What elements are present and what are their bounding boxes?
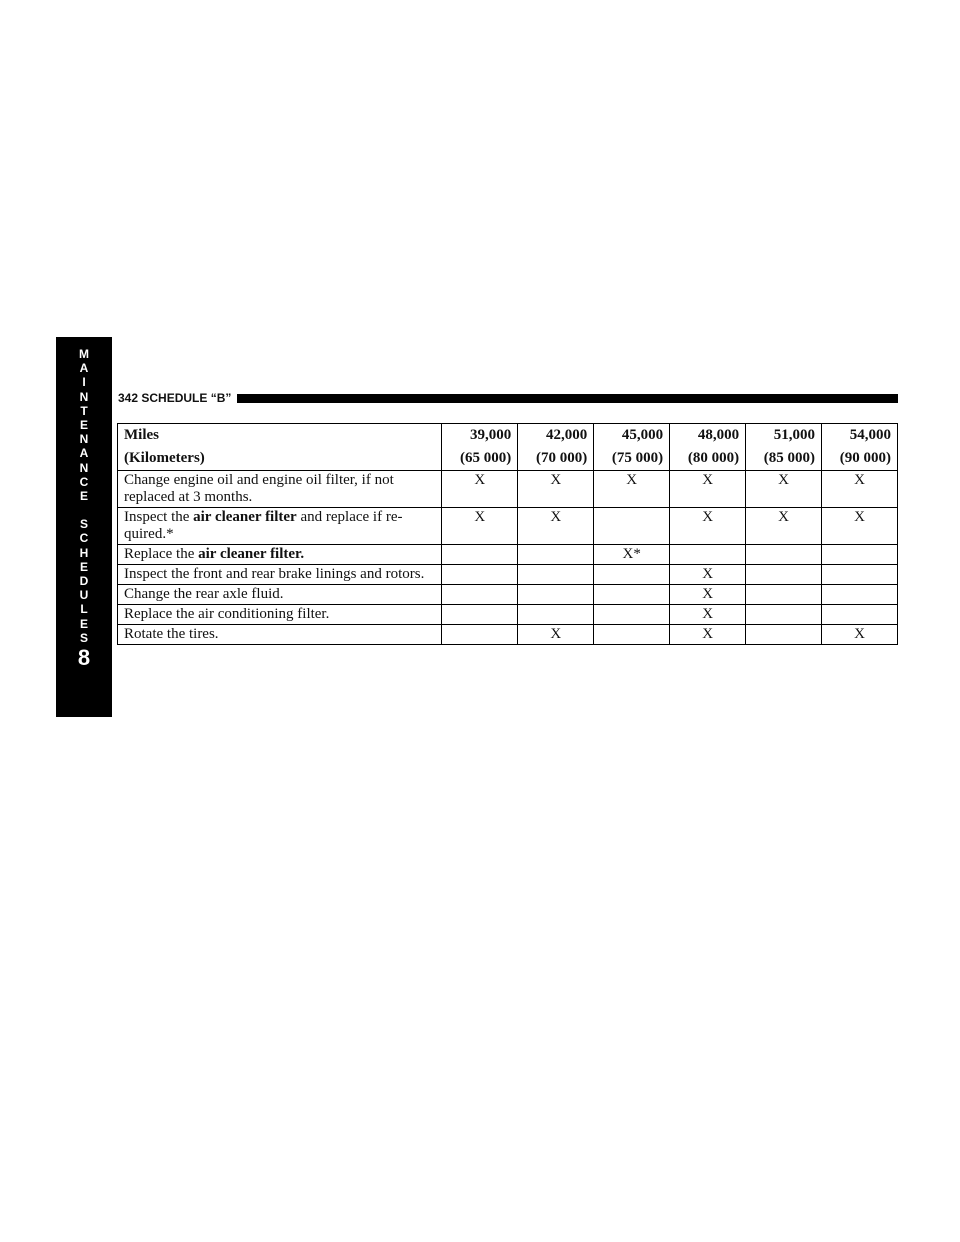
service-mark: X	[670, 471, 746, 508]
side-tab-letter: C	[79, 531, 89, 546]
side-tab-letters	[79, 347, 89, 645]
service-item	[118, 471, 442, 508]
service-mark	[442, 605, 518, 625]
header-rule	[237, 394, 898, 403]
service-mark	[442, 565, 518, 585]
service-mark	[518, 565, 594, 585]
table-row	[118, 605, 898, 625]
interval-km: (80 000)	[687, 450, 740, 466]
service-mark	[442, 625, 518, 645]
service-mark: X	[670, 585, 746, 605]
service-mark: X	[670, 565, 746, 585]
interval-miles: 48,000	[697, 427, 740, 443]
side-tab-letter: C	[79, 474, 89, 489]
side-tab-letter: I	[82, 375, 86, 390]
service-mark	[822, 605, 898, 625]
interval-km: (65 000)	[460, 450, 512, 466]
side-tab-letter: L	[80, 602, 88, 617]
service-mark: X	[822, 471, 898, 508]
side-tab-letter: N	[79, 389, 89, 404]
service-text-bold: air cleaner filter	[193, 509, 297, 525]
column-header-interval	[518, 424, 594, 471]
service-mark	[822, 585, 898, 605]
service-mark	[594, 605, 670, 625]
service-mark	[518, 605, 594, 625]
service-mark	[518, 585, 594, 605]
side-tab-letter: N	[79, 460, 89, 475]
service-mark	[594, 508, 670, 545]
table-row	[118, 585, 898, 605]
column-header-interval	[670, 424, 746, 471]
chapter-side-tab	[56, 337, 112, 717]
interval-miles: 39,000	[470, 427, 512, 443]
side-tab-letter: A	[79, 361, 89, 376]
service-mark: X	[670, 605, 746, 625]
column-header-item	[118, 424, 442, 471]
service-mark	[746, 625, 822, 645]
kilometers-label: (Kilometers)	[124, 450, 205, 466]
service-item	[118, 508, 442, 545]
service-mark	[594, 565, 670, 585]
service-item	[118, 585, 442, 605]
table-row	[118, 508, 898, 545]
service-item	[118, 605, 442, 625]
service-mark	[746, 565, 822, 585]
service-item	[118, 545, 442, 565]
service-text-bold: air cleaner filter.	[198, 546, 305, 562]
service-mark: X	[442, 471, 518, 508]
service-mark	[594, 585, 670, 605]
service-mark	[518, 545, 594, 565]
table-row	[118, 471, 898, 508]
service-mark: X	[746, 471, 822, 508]
side-tab-letter: S	[79, 517, 88, 532]
service-text: Change the rear axle fluid.	[124, 586, 284, 602]
table-row	[118, 545, 898, 565]
interval-km: (70 000)	[535, 450, 588, 466]
side-tab-letter: E	[79, 616, 88, 631]
service-mark: X*	[594, 545, 670, 565]
service-mark	[442, 545, 518, 565]
page-title: 342 SCHEDULE “B”	[118, 391, 232, 405]
table-row	[118, 565, 898, 585]
service-mark: X	[670, 508, 746, 545]
service-mark: X	[822, 508, 898, 545]
maintenance-schedule-table	[117, 423, 898, 645]
interval-miles: 42,000	[545, 427, 588, 443]
side-tab-letter: T	[80, 403, 88, 418]
service-text: and replace if re-quired.*	[124, 509, 403, 542]
side-tab-letter: U	[79, 588, 89, 603]
service-mark: X	[518, 471, 594, 508]
page-header	[118, 390, 898, 406]
interval-km: (75 000)	[611, 450, 664, 466]
service-mark	[442, 585, 518, 605]
side-tab-letter: D	[79, 574, 89, 588]
service-text: Inspect the front and rear brake linings and rotors.	[124, 566, 425, 582]
side-tab-letter: A	[79, 446, 89, 461]
service-text: Replace the air conditioning filter.	[124, 606, 330, 622]
side-tab-letter: H	[79, 545, 89, 560]
side-tab-letter: E	[79, 488, 88, 503]
service-mark: X	[518, 625, 594, 645]
interval-km: (90 000)	[839, 450, 891, 466]
interval-miles: 51,000	[773, 427, 816, 443]
interval-miles: 54,000	[849, 427, 891, 443]
interval-miles: 45,000	[621, 427, 664, 443]
side-tab-letter: M	[79, 347, 89, 361]
service-mark: X	[442, 508, 518, 545]
service-item	[118, 625, 442, 645]
column-header-interval	[822, 424, 898, 471]
service-mark	[822, 545, 898, 565]
chapter-number: 8	[77, 644, 91, 670]
service-mark: X	[518, 508, 594, 545]
table-row	[118, 625, 898, 645]
service-mark: X	[594, 471, 670, 508]
interval-km: (85 000)	[763, 450, 816, 466]
service-item	[118, 565, 442, 585]
column-header-interval	[746, 424, 822, 471]
service-text: Rotate the tires.	[124, 626, 219, 642]
table-header-row	[118, 424, 898, 471]
side-tab-letter: S	[79, 630, 88, 645]
service-mark: X	[822, 625, 898, 645]
side-tab-letter: N	[79, 432, 89, 447]
service-mark	[746, 545, 822, 565]
side-tab-letter: E	[79, 417, 88, 432]
miles-label: Miles	[124, 427, 159, 443]
service-mark: X	[670, 625, 746, 645]
service-text: Inspect the	[124, 509, 194, 525]
service-mark	[746, 605, 822, 625]
service-mark	[670, 545, 746, 565]
column-header-interval	[594, 424, 670, 471]
side-tab-letter: E	[79, 559, 88, 574]
service-mark	[746, 585, 822, 605]
service-mark	[822, 565, 898, 585]
service-mark: X	[746, 508, 822, 545]
service-text: Change engine oil and engine oil filter, if not replaced at 3 months.	[124, 472, 394, 505]
service-mark	[594, 625, 670, 645]
service-text: Replace the	[124, 546, 199, 562]
column-header-interval	[442, 424, 518, 471]
